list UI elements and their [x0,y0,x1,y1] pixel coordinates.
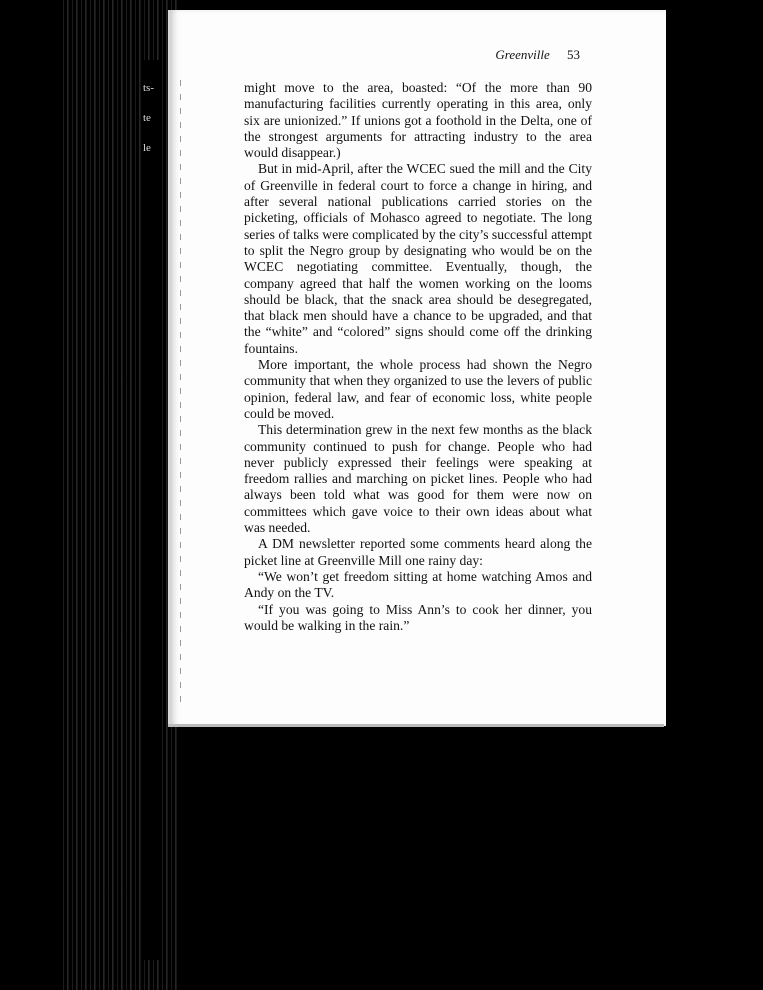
scan-edge-artifact [60,0,180,990]
margin-fragment: te [143,112,151,124]
margin-fragment: ts- [143,82,154,94]
quote-paragraph: “If you was going to Miss Ann’s to cook her dinner, you would be walking in the rain.” [244,601,592,633]
page-gutter-line [180,80,181,710]
paragraph: might move to the area, boasted: “Of the more than 90 manufacturing facilities currently operating in this area, only six are unionized.” If unions got a foothold in the Delta, one of the strongest arguments for attracting industry to the area would disappear.) [244,80,592,161]
page-bottom-edge [168,724,664,727]
paragraph: A DM newsletter reported some comments heard along the picket line at Greenville Mill one rainy day: [244,536,592,568]
margin-fragment: le [143,142,151,154]
running-head [310,47,580,63]
facing-page-edge [143,60,161,960]
body-text [244,80,592,634]
paragraph: More important, the whole process had shown the Negro community that when they organized to use the levers of public opinion, federal law, and fear of economic loss, white people could be moved. [244,357,592,421]
paragraph: But in mid-April, after the WCEC sued the mill and the City of Greenville in federal court to force a change in hiring, and after several national publications carried stories on the picketing, officials of Mohasco agreed to negotiate. The long series of talks were complicated by the city’s successful attempt to split the Negro group by designating who would be on the WCEC negotiating committee. Eventually, though, the company agreed that half the women working on the looms should be black, that the snack area should be desegregated, that black men should have a chance to be upgraded, and that the “white” and “colored” signs should come off the drinking fountains. [244,161,592,356]
page-number: 53 [567,47,580,62]
paragraph: This determination grew in the next few months as the black community continued to push for change. People who had never publicly expressed their feelings were speaking at freedom rallies and marching on picket lines. People who had always been told what was good for them were now on committees which gave voice to their own ideas about what was needed. [244,422,592,536]
running-head-title: Greenville [495,47,550,62]
quote-paragraph: “We won’t get freedom sitting at home watching Amos and Andy on the TV. [244,568,592,601]
